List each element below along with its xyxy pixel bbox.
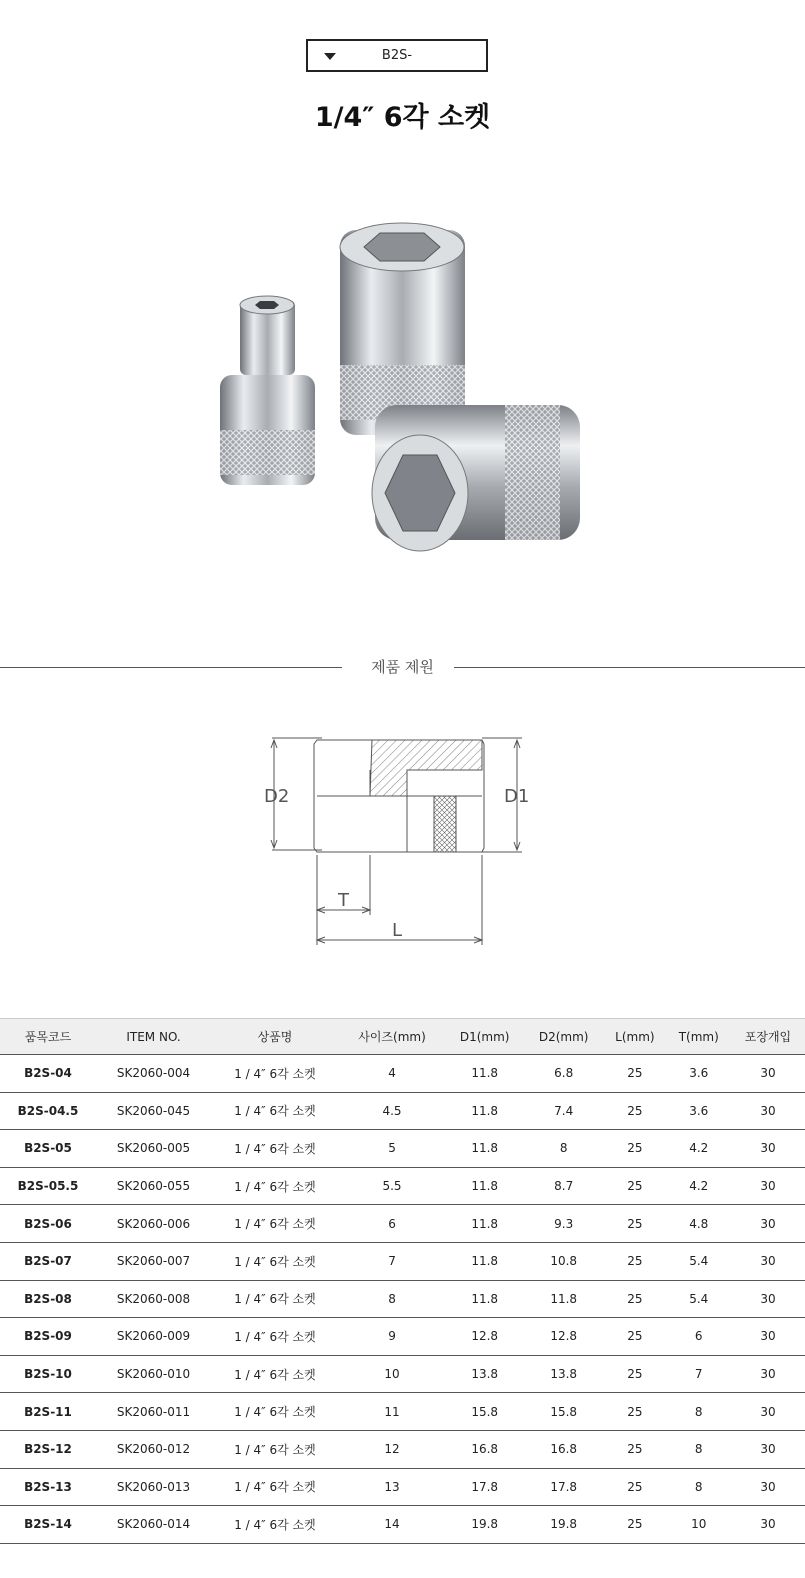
- col-t-cell: 8: [667, 1393, 731, 1431]
- small-socket-image: [220, 296, 315, 485]
- col-item-code-header: 품목코드: [0, 1019, 96, 1055]
- col-l-cell: 25: [603, 1318, 666, 1356]
- col-item-code-cell: B2S-13: [0, 1468, 96, 1506]
- col-d1-cell: 16.8: [445, 1430, 524, 1468]
- col-size-cell: 12: [339, 1430, 445, 1468]
- col-size-cell: 14: [339, 1506, 445, 1544]
- col-product-name-cell: 1 / 4″ 6각 소켓: [211, 1242, 339, 1280]
- col-item-code-cell: B2S-06: [0, 1205, 96, 1243]
- product-photo: [215, 205, 595, 570]
- item-code-label: B2S-: [381, 48, 413, 63]
- col-size-cell: 13: [339, 1468, 445, 1506]
- col-item-code-cell: B2S-09: [0, 1318, 96, 1356]
- col-pack-qty-header: 포장개입: [731, 1019, 805, 1055]
- col-l-cell: 25: [603, 1092, 666, 1130]
- col-l-cell: 25: [603, 1205, 666, 1243]
- col-product-name-cell: 1 / 4″ 6각 소켓: [211, 1205, 339, 1243]
- d2-label: D2: [264, 786, 290, 807]
- table-row: [0, 1092, 805, 1130]
- col-size-cell: 6: [339, 1205, 445, 1243]
- col-item-no-cell: SK2060-055: [96, 1167, 211, 1205]
- col-d1-cell: 13.8: [445, 1355, 524, 1393]
- col-d1-cell: 19.8: [445, 1506, 524, 1544]
- col-item-no-cell: SK2060-011: [96, 1393, 211, 1431]
- col-item-code-cell: B2S-08: [0, 1280, 96, 1318]
- col-l-cell: 25: [603, 1055, 666, 1093]
- col-item-code-cell: B2S-04.5: [0, 1092, 96, 1130]
- col-d2-header: D2(mm): [524, 1019, 603, 1055]
- col-d1-cell: 11.8: [445, 1130, 524, 1168]
- col-d1-cell: 11.8: [445, 1280, 524, 1318]
- large-socket-image: [340, 223, 465, 435]
- col-d1-cell: 12.8: [445, 1318, 524, 1356]
- col-product-name-cell: 1 / 4″ 6각 소켓: [211, 1092, 339, 1130]
- col-d1-header: D1(mm): [445, 1019, 524, 1055]
- col-item-code-cell: B2S-14: [0, 1506, 96, 1544]
- col-size-cell: 10: [339, 1355, 445, 1393]
- col-t-cell: 3.6: [667, 1092, 731, 1130]
- lying-socket-image: [372, 405, 580, 551]
- table-row: [0, 1167, 805, 1205]
- col-l-cell: 25: [603, 1430, 666, 1468]
- col-size-cell: 4.5: [339, 1092, 445, 1130]
- table-row: [0, 1468, 805, 1506]
- col-item-no-cell: SK2060-006: [96, 1205, 211, 1243]
- col-pack-qty-cell: 30: [731, 1205, 805, 1243]
- col-item-no-cell: SK2060-010: [96, 1355, 211, 1393]
- table-row: [0, 1280, 805, 1318]
- col-d2-cell: 11.8: [524, 1280, 603, 1318]
- col-item-code-cell: B2S-05.5: [0, 1167, 96, 1205]
- item-code-selector[interactable]: [306, 39, 488, 72]
- col-size-cell: 11: [339, 1393, 445, 1431]
- col-d2-cell: 15.8: [524, 1393, 603, 1431]
- col-d1-cell: 17.8: [445, 1468, 524, 1506]
- col-t-header: T(mm): [667, 1019, 731, 1055]
- table-row: [0, 1205, 805, 1243]
- col-d2-cell: 9.3: [524, 1205, 603, 1243]
- col-t-cell: 5.4: [667, 1242, 731, 1280]
- col-pack-qty-cell: 30: [731, 1055, 805, 1093]
- col-pack-qty-cell: 30: [731, 1468, 805, 1506]
- table-row: [0, 1055, 805, 1093]
- col-pack-qty-cell: 30: [731, 1506, 805, 1544]
- table-row: [0, 1393, 805, 1431]
- col-t-cell: 8: [667, 1430, 731, 1468]
- col-l-header: L(mm): [603, 1019, 666, 1055]
- col-d2-cell: 8.7: [524, 1167, 603, 1205]
- col-l-cell: 25: [603, 1468, 666, 1506]
- col-item-no-cell: SK2060-004: [96, 1055, 211, 1093]
- col-item-no-cell: SK2060-008: [96, 1280, 211, 1318]
- col-size-header: 사이즈(mm): [339, 1019, 445, 1055]
- col-pack-qty-cell: 30: [731, 1280, 805, 1318]
- col-t-cell: 8: [667, 1468, 731, 1506]
- col-d2-cell: 6.8: [524, 1055, 603, 1093]
- col-l-cell: 25: [603, 1167, 666, 1205]
- col-l-cell: 25: [603, 1280, 666, 1318]
- col-l-cell: 25: [603, 1393, 666, 1431]
- t-label: T: [338, 890, 349, 911]
- col-l-cell: 25: [603, 1130, 666, 1168]
- col-t-cell: 6: [667, 1318, 731, 1356]
- col-pack-qty-cell: 30: [731, 1355, 805, 1393]
- col-d1-cell: 11.8: [445, 1167, 524, 1205]
- col-size-cell: 4: [339, 1055, 445, 1093]
- col-item-no-cell: SK2060-007: [96, 1242, 211, 1280]
- col-product-name-cell: 1 / 4″ 6각 소켓: [211, 1280, 339, 1318]
- col-item-no-cell: SK2060-013: [96, 1468, 211, 1506]
- col-t-cell: 4.8: [667, 1205, 731, 1243]
- col-t-cell: 4.2: [667, 1130, 731, 1168]
- col-l-cell: 25: [603, 1355, 666, 1393]
- table-row: [0, 1430, 805, 1468]
- col-item-code-cell: B2S-07: [0, 1242, 96, 1280]
- d1-label: D1: [504, 786, 530, 807]
- col-item-no-cell: SK2060-012: [96, 1430, 211, 1468]
- col-pack-qty-cell: 30: [731, 1242, 805, 1280]
- col-product-name-cell: 1 / 4″ 6각 소켓: [211, 1130, 339, 1168]
- col-pack-qty-cell: 30: [731, 1092, 805, 1130]
- col-product-name-cell: 1 / 4″ 6각 소켓: [211, 1506, 339, 1544]
- table-row: [0, 1355, 805, 1393]
- col-pack-qty-cell: 30: [731, 1167, 805, 1205]
- table-header-row: [0, 1019, 805, 1055]
- col-item-code-cell: B2S-10: [0, 1355, 96, 1393]
- col-size-cell: 5.5: [339, 1167, 445, 1205]
- col-item-no-cell: SK2060-009: [96, 1318, 211, 1356]
- col-l-cell: 25: [603, 1506, 666, 1544]
- col-d2-cell: 10.8: [524, 1242, 603, 1280]
- col-t-cell: 7: [667, 1355, 731, 1393]
- section-title: 제품 제원: [371, 658, 434, 676]
- col-d2-cell: 17.8: [524, 1468, 603, 1506]
- col-item-code-cell: B2S-12: [0, 1430, 96, 1468]
- col-t-cell: 4.2: [667, 1167, 731, 1205]
- col-pack-qty-cell: 30: [731, 1430, 805, 1468]
- col-item-code-cell: B2S-11: [0, 1393, 96, 1431]
- col-product-name-cell: 1 / 4″ 6각 소켓: [211, 1430, 339, 1468]
- table-row: [0, 1130, 805, 1168]
- col-size-cell: 7: [339, 1242, 445, 1280]
- col-item-no-header: ITEM NO.: [96, 1019, 211, 1055]
- col-l-cell: 25: [603, 1242, 666, 1280]
- col-d1-cell: 11.8: [445, 1092, 524, 1130]
- col-product-name-header: 상품명: [211, 1019, 339, 1055]
- col-size-cell: 9: [339, 1318, 445, 1356]
- col-t-cell: 10: [667, 1506, 731, 1544]
- l-label: L: [392, 920, 403, 941]
- col-pack-qty-cell: 30: [731, 1393, 805, 1431]
- col-d2-cell: 13.8: [524, 1355, 603, 1393]
- col-t-cell: 5.4: [667, 1280, 731, 1318]
- col-item-code-cell: B2S-04: [0, 1055, 96, 1093]
- col-pack-qty-cell: 30: [731, 1130, 805, 1168]
- col-d2-cell: 16.8: [524, 1430, 603, 1468]
- product-title: 1/4″ 6각 소켓: [314, 102, 491, 133]
- table-row: [0, 1242, 805, 1280]
- dimension-drawing: [262, 730, 542, 956]
- col-d1-cell: 11.8: [445, 1055, 524, 1093]
- col-item-no-cell: SK2060-045: [96, 1092, 211, 1130]
- col-product-name-cell: 1 / 4″ 6각 소켓: [211, 1393, 339, 1431]
- col-product-name-cell: 1 / 4″ 6각 소켓: [211, 1355, 339, 1393]
- col-d2-cell: 7.4: [524, 1092, 603, 1130]
- col-t-cell: 3.6: [667, 1055, 731, 1093]
- col-product-name-cell: 1 / 4″ 6각 소켓: [211, 1468, 339, 1506]
- col-product-name-cell: 1 / 4″ 6각 소켓: [211, 1167, 339, 1205]
- col-item-code-cell: B2S-05: [0, 1130, 96, 1168]
- col-d1-cell: 11.8: [445, 1242, 524, 1280]
- col-d2-cell: 8: [524, 1130, 603, 1168]
- col-size-cell: 5: [339, 1130, 445, 1168]
- spec-table: [0, 1018, 805, 1544]
- col-product-name-cell: 1 / 4″ 6각 소켓: [211, 1318, 339, 1356]
- col-size-cell: 8: [339, 1280, 445, 1318]
- col-item-no-cell: SK2060-005: [96, 1130, 211, 1168]
- col-d1-cell: 11.8: [445, 1205, 524, 1243]
- col-d2-cell: 19.8: [524, 1506, 603, 1544]
- col-pack-qty-cell: 30: [731, 1318, 805, 1356]
- table-row: [0, 1506, 805, 1544]
- col-d1-cell: 15.8: [445, 1393, 524, 1431]
- col-d2-cell: 12.8: [524, 1318, 603, 1356]
- col-product-name-cell: 1 / 4″ 6각 소켓: [211, 1055, 339, 1093]
- table-row: [0, 1318, 805, 1356]
- col-item-no-cell: SK2060-014: [96, 1506, 211, 1544]
